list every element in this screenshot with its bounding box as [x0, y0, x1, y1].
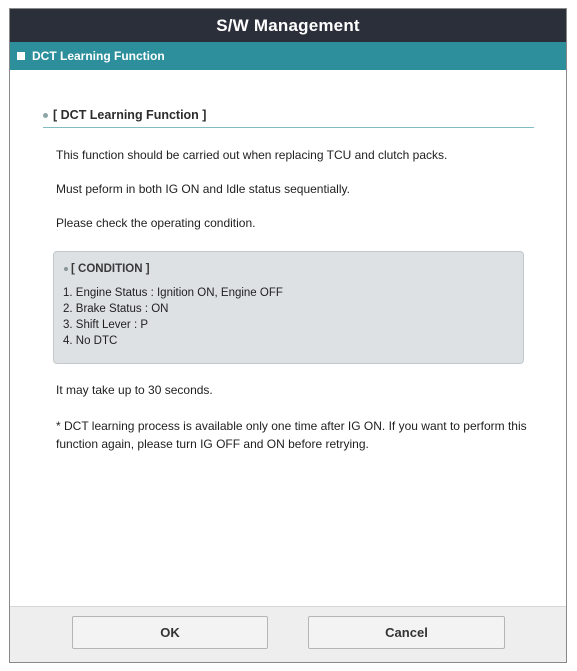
function-header-label: DCT Learning Function	[32, 49, 165, 63]
intro-text: This function should be carried out when replacing TCU and clutch packs.	[56, 148, 448, 162]
dialog-titlebar	[10, 9, 566, 42]
condition-item: 2. Brake Status : ON	[63, 303, 169, 315]
cancel-button[interactable]: Cancel	[308, 616, 505, 649]
condition-box	[53, 251, 524, 364]
square-icon	[17, 52, 25, 60]
bullet-icon	[64, 267, 68, 271]
duration-note: It may take up to 30 seconds.	[56, 383, 213, 397]
bullet-icon	[43, 113, 48, 118]
condition-list	[63, 285, 283, 349]
section-heading	[43, 108, 206, 122]
ok-button[interactable]: OK	[72, 616, 268, 649]
sw-management-dialog	[9, 8, 567, 663]
dialog-content	[10, 70, 566, 607]
condition-item: 3. Shift Lever : P	[63, 319, 149, 331]
section-title: [ DCT Learning Function ]	[53, 108, 207, 122]
check-note: Please check the operating condition.	[56, 216, 256, 230]
warning-note: * DCT learning process is available only one time after IG ON. If you want to perform this function again, please turn IG OFF and ON before retrying.	[56, 419, 527, 451]
condition-title: [ CONDITION ]	[71, 263, 150, 275]
condition-item: 1. Engine Status : Ignition ON, Engine OFF	[63, 287, 283, 299]
section-divider	[43, 127, 534, 128]
dialog-title: S/W Management	[216, 15, 360, 35]
function-header	[10, 42, 566, 70]
condition-item: 4. No DTC	[63, 335, 118, 347]
sequence-note: Must peform in both IG ON and Idle status sequentially.	[56, 182, 350, 196]
dialog-footer	[10, 606, 566, 662]
condition-heading	[64, 263, 150, 275]
